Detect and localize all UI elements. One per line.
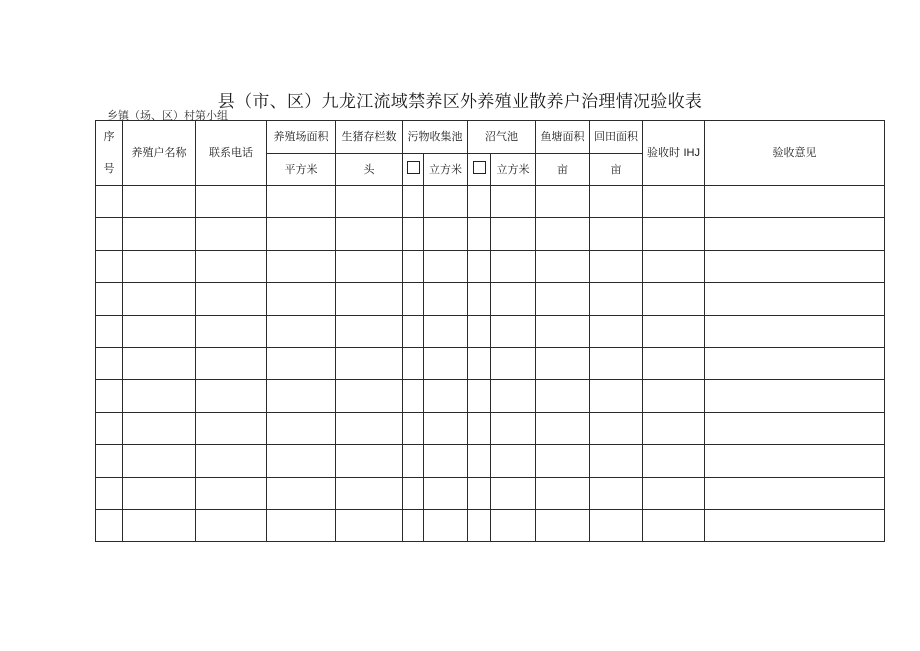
header-biogas-pool: 沼气池: [468, 121, 536, 154]
table-cell[interactable]: [123, 250, 196, 282]
table-cell[interactable]: [403, 477, 424, 509]
table-cell[interactable]: [96, 477, 123, 509]
table-cell[interactable]: [705, 186, 885, 218]
table-cell[interactable]: [196, 380, 267, 412]
table-cell[interactable]: [468, 477, 491, 509]
table-cell[interactable]: [705, 315, 885, 347]
table-cell[interactable]: [336, 315, 403, 347]
table-cell[interactable]: [96, 509, 123, 541]
table-cell[interactable]: [267, 283, 336, 315]
table-cell[interactable]: [705, 283, 885, 315]
table-cell[interactable]: [468, 412, 491, 444]
table-cell[interactable]: [643, 445, 705, 477]
table-cell[interactable]: [536, 412, 590, 444]
header-accept-time: [643, 121, 705, 186]
table-cell[interactable]: [590, 477, 643, 509]
header-seq-char1: 序: [103, 130, 115, 143]
table-cell[interactable]: [196, 250, 267, 282]
biogas-checkbox-cell[interactable]: [468, 153, 491, 186]
table-cell[interactable]: [403, 509, 424, 541]
table-cell[interactable]: [267, 412, 336, 444]
table-cell[interactable]: [643, 477, 705, 509]
table-cell[interactable]: [123, 445, 196, 477]
page-title: 县（市、区）九龙江流域禁养区外养殖业散养户治理情况验收表: [217, 92, 703, 112]
table-cell[interactable]: [468, 283, 491, 315]
table-cell[interactable]: [590, 315, 643, 347]
header-sewage-pool: 污物收集池: [403, 121, 468, 154]
table-cell[interactable]: [267, 250, 336, 282]
table-cell[interactable]: [403, 250, 424, 282]
table-cell[interactable]: [403, 347, 424, 379]
table-cell[interactable]: [491, 347, 536, 379]
table-cell[interactable]: [491, 186, 536, 218]
table-cell[interactable]: [403, 412, 424, 444]
table-cell[interactable]: [491, 218, 536, 250]
table-cell[interactable]: [267, 445, 336, 477]
table-cell[interactable]: [590, 347, 643, 379]
unit-fish-pond: 亩: [536, 153, 590, 186]
table-cell[interactable]: [536, 218, 590, 250]
table-cell[interactable]: [491, 445, 536, 477]
table-cell[interactable]: [123, 380, 196, 412]
table-cell[interactable]: [536, 445, 590, 477]
table-cell[interactable]: [96, 412, 123, 444]
table-cell[interactable]: [536, 509, 590, 541]
table-cell[interactable]: [336, 283, 403, 315]
table-cell[interactable]: [336, 218, 403, 250]
table-cell[interactable]: [96, 380, 123, 412]
table-cell[interactable]: [123, 218, 196, 250]
table-cell[interactable]: [643, 250, 705, 282]
table-cell[interactable]: [267, 509, 336, 541]
table-cell[interactable]: [491, 412, 536, 444]
table-cell[interactable]: [196, 315, 267, 347]
table-cell[interactable]: [267, 315, 336, 347]
table-cell[interactable]: [491, 283, 536, 315]
table-cell[interactable]: [705, 347, 885, 379]
table-cell[interactable]: [267, 380, 336, 412]
table-cell[interactable]: [643, 380, 705, 412]
table-cell[interactable]: [196, 412, 267, 444]
table-cell[interactable]: [403, 218, 424, 250]
table-cell[interactable]: [267, 347, 336, 379]
table-cell[interactable]: [705, 218, 885, 250]
location-line: 乡镇（场、区）村第小组: [107, 109, 228, 122]
table-cell[interactable]: [196, 509, 267, 541]
table-cell[interactable]: [536, 186, 590, 218]
table-cell[interactable]: [424, 412, 468, 444]
table-cell[interactable]: [424, 347, 468, 379]
table-cell[interactable]: [536, 477, 590, 509]
table-cell[interactable]: [403, 283, 424, 315]
table-row: [96, 445, 885, 477]
sewage-checkbox[interactable]: [407, 161, 420, 174]
table-cell[interactable]: [196, 186, 267, 218]
table-cell[interactable]: [468, 445, 491, 477]
table-cell[interactable]: [705, 380, 885, 412]
table-cell[interactable]: [336, 412, 403, 444]
table-cell[interactable]: [96, 347, 123, 379]
table-cell[interactable]: [468, 509, 491, 541]
table-cell[interactable]: [336, 186, 403, 218]
header-row-1: [96, 121, 885, 154]
unit-farm-area: 平方米: [267, 153, 336, 186]
table-cell[interactable]: [336, 509, 403, 541]
table-cell[interactable]: [196, 445, 267, 477]
table-cell[interactable]: [424, 509, 468, 541]
header-seq-char2: 号: [103, 162, 115, 175]
table-cell[interactable]: [424, 315, 468, 347]
table-cell[interactable]: [123, 315, 196, 347]
table-cell[interactable]: [590, 218, 643, 250]
header-farmer-name: 养殖户名称: [123, 121, 196, 186]
table-cell[interactable]: [96, 218, 123, 250]
header-opinion: 验收意见: [705, 121, 885, 186]
table-cell[interactable]: [424, 218, 468, 250]
table-row: [96, 347, 885, 379]
table-cell[interactable]: [424, 380, 468, 412]
table-row: [96, 186, 885, 218]
table-cell[interactable]: [96, 186, 123, 218]
table-cell[interactable]: [590, 380, 643, 412]
table-cell[interactable]: [196, 283, 267, 315]
table-cell[interactable]: [123, 283, 196, 315]
table-cell[interactable]: [424, 477, 468, 509]
header-accept-time-label: 验收时: [647, 145, 680, 159]
table-cell[interactable]: [468, 218, 491, 250]
table-cell[interactable]: [96, 315, 123, 347]
header-pig-stock: 生猪存栏数: [336, 121, 403, 154]
table-cell[interactable]: [643, 218, 705, 250]
sewage-checkbox-cell[interactable]: [403, 153, 424, 186]
table-cell[interactable]: [643, 186, 705, 218]
table-cell[interactable]: [96, 283, 123, 315]
table-cell[interactable]: [590, 509, 643, 541]
unit-biogas-pool: 立方米: [491, 153, 536, 186]
table-cell[interactable]: [424, 186, 468, 218]
header-farm-area: 养殖场面积: [267, 121, 336, 154]
table-cell[interactable]: [267, 477, 336, 509]
table-cell[interactable]: [123, 412, 196, 444]
table-cell[interactable]: [491, 477, 536, 509]
table-row: [96, 218, 885, 250]
table-cell[interactable]: [424, 250, 468, 282]
table-cell[interactable]: [536, 283, 590, 315]
table-cell[interactable]: [491, 315, 536, 347]
table-cell[interactable]: [491, 509, 536, 541]
table-cell[interactable]: [491, 250, 536, 282]
table-cell[interactable]: [705, 445, 885, 477]
table-cell[interactable]: [468, 250, 491, 282]
table-row: [96, 380, 885, 412]
table-cell[interactable]: [336, 445, 403, 477]
table-cell[interactable]: [643, 509, 705, 541]
table-cell[interactable]: [705, 250, 885, 282]
table-cell[interactable]: [536, 380, 590, 412]
table-cell[interactable]: [403, 315, 424, 347]
table-cell[interactable]: [705, 412, 885, 444]
table-cell[interactable]: [705, 477, 885, 509]
table-cell[interactable]: [643, 315, 705, 347]
table-cell[interactable]: [705, 509, 885, 541]
table-cell[interactable]: [643, 283, 705, 315]
table-row: [96, 412, 885, 444]
table-cell[interactable]: [536, 250, 590, 282]
table-cell[interactable]: [468, 315, 491, 347]
table-cell[interactable]: [403, 380, 424, 412]
table-cell[interactable]: [123, 347, 196, 379]
table-cell[interactable]: [643, 347, 705, 379]
table-cell[interactable]: [336, 250, 403, 282]
table-cell[interactable]: [267, 186, 336, 218]
acceptance-table: [95, 120, 885, 542]
table-cell[interactable]: [468, 380, 491, 412]
table-cell[interactable]: [336, 347, 403, 379]
table-cell[interactable]: [196, 218, 267, 250]
table-cell[interactable]: [643, 412, 705, 444]
table-cell[interactable]: [590, 283, 643, 315]
table-cell[interactable]: [590, 445, 643, 477]
table-cell[interactable]: [468, 186, 491, 218]
table-cell[interactable]: [336, 380, 403, 412]
table-cell[interactable]: [590, 412, 643, 444]
table-cell[interactable]: [468, 347, 491, 379]
header-seq: [96, 121, 123, 186]
table-row: [96, 250, 885, 282]
unit-pig-stock: 头: [336, 153, 403, 186]
table-row: [96, 283, 885, 315]
header-phone: 联系电话: [196, 121, 267, 186]
table-row: [96, 315, 885, 347]
table-cell[interactable]: [536, 315, 590, 347]
table-cell[interactable]: [123, 186, 196, 218]
table-cell[interactable]: [590, 250, 643, 282]
unit-farmland: 亩: [590, 153, 643, 186]
table-cell[interactable]: [267, 218, 336, 250]
table-cell[interactable]: [403, 445, 424, 477]
table-cell[interactable]: [96, 250, 123, 282]
table-cell[interactable]: [403, 186, 424, 218]
table-cell[interactable]: [491, 380, 536, 412]
table-cell[interactable]: [123, 477, 196, 509]
table-cell[interactable]: [536, 347, 590, 379]
header-fish-pond: 鱼塘面积: [536, 121, 590, 154]
table-cell[interactable]: [196, 347, 267, 379]
table-cell[interactable]: [424, 445, 468, 477]
table-cell[interactable]: [424, 283, 468, 315]
unit-sewage-pool: 立方米: [424, 153, 468, 186]
table-cell[interactable]: [96, 445, 123, 477]
table-row: [96, 477, 885, 509]
table-cell[interactable]: [196, 477, 267, 509]
table-row: [96, 509, 885, 541]
header-accept-time-suffix: IHJ: [683, 146, 700, 159]
header-farmland: 回田面积: [590, 121, 643, 154]
table-cell[interactable]: [590, 186, 643, 218]
table-cell[interactable]: [336, 477, 403, 509]
table-cell[interactable]: [123, 509, 196, 541]
biogas-checkbox[interactable]: [473, 161, 486, 174]
